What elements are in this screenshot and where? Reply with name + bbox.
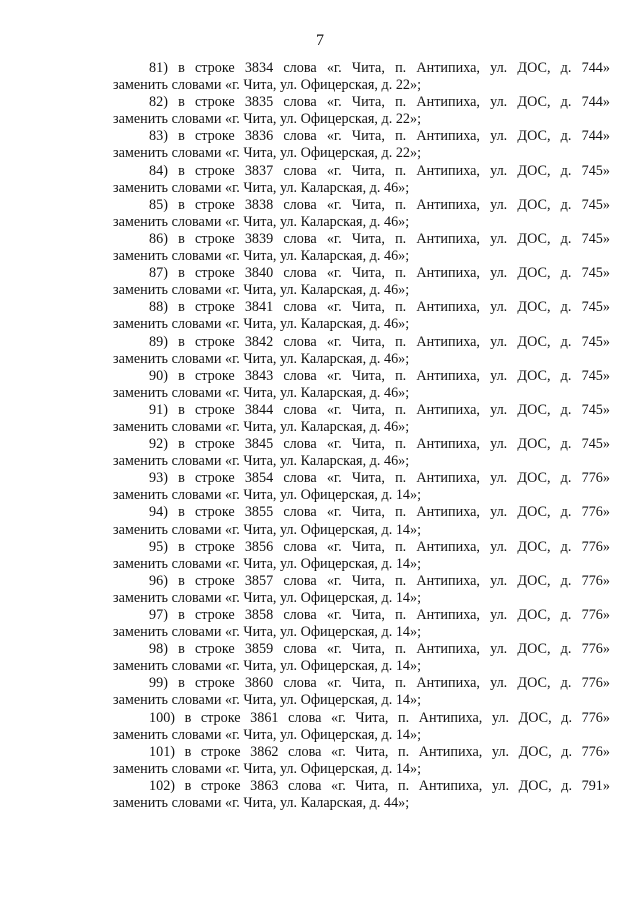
list-item-line-2: заменить словами «г. Чита, ул. Офицерская, д. 22»; (113, 145, 422, 162)
list-item (113, 299, 610, 333)
list-item-line-1: 81) в строке 3834 слова «г. Чита, п. Антипиха, ул. ДОС, д. 744» (149, 60, 610, 76)
list-item-line-1: 92) в строке 3845 слова «г. Чита, п. Антипиха, ул. ДОС, д. 745» (149, 436, 610, 453)
list-item-line-2: заменить словами «г. Чита, ул. Офицерская, д. 22»; (113, 77, 422, 94)
list-item-line-1: 100) в строке 3861 слова «г. Чита, п. Антипиха, ул. ДОС, д. 776» (149, 709, 610, 726)
list-item-line-1: 93) в строке 3854 слова «г. Чита, п. Антипиха, ул. ДОС, д. 776» (149, 470, 610, 487)
list-item-line-2: заменить словами «г. Чита, ул. Офицерская, д. 14»; (113, 555, 422, 572)
list-item-line-1: 96) в строке 3857 слова «г. Чита, п. Антипиха, ул. ДОС, д. 776» (149, 572, 610, 589)
list-item-line-1: 84) в строке 3837 слова «г. Чита, п. Антипиха, ул. ДОС, д. 745» (149, 162, 610, 179)
list-item-line-1: 83) в строке 3836 слова «г. Чита, п. Антипиха, ул. ДОС, д. 744» (149, 128, 610, 145)
list-item (113, 334, 610, 368)
list-item-line-2: заменить словами «г. Чита, ул. Каларская, д. 46»; (113, 350, 410, 367)
list-item-line-2: заменить словами «г. Чита, ул. Офицерская, д. 22»; (113, 111, 422, 128)
list-item-line-1: 95) в строке 3856 слова «г. Чита, п. Антипиха, ул. ДОС, д. 776» (149, 538, 610, 555)
list-item-line-1: 94) в строке 3855 слова «г. Чита, п. Антипиха, ул. ДОС, д. 776» (149, 504, 610, 521)
page-number: 7 (316, 32, 324, 49)
list-item (113, 778, 610, 812)
list-item-line-1: 88) в строке 3841 слова «г. Чита, п. Антипиха, ул. ДОС, д. 745» (149, 299, 610, 316)
amendment-list (113, 60, 610, 812)
list-item-line-2: заменить словами «г. Чита, ул. Каларская, д. 46»; (113, 179, 410, 196)
list-item-line-2: заменить словами «г. Чита, ул. Офицерская, д. 14»; (113, 760, 422, 777)
list-item-line-1: 87) в строке 3840 слова «г. Чита, п. Антипиха, ул. ДОС, д. 745» (149, 265, 610, 282)
list-item (113, 265, 610, 299)
list-item (113, 539, 610, 573)
list-item-line-1: 86) в строке 3839 слова «г. Чита, п. Антипиха, ул. ДОС, д. 745» (149, 230, 610, 247)
list-item-line-2: заменить словами «г. Чита, ул. Офицерская, д. 14»; (113, 487, 422, 504)
list-item-line-1: 102) в строке 3863 слова «г. Чита, п. Антипиха, ул. ДОС, д. 791» (149, 777, 610, 794)
list-item-line-1: 97) в строке 3858 слова «г. Чита, п. Антипиха, ул. ДОС, д. 776» (149, 607, 610, 623)
list-item-line-2: заменить словами «г. Чита, ул. Каларская, д. 46»; (113, 453, 410, 470)
list-item (113, 607, 610, 641)
list-item-line-1: 99) в строке 3860 слова «г. Чита, п. Антипиха, ул. ДОС, д. 776» (149, 675, 610, 692)
list-item (113, 744, 610, 778)
list-item-line-1: 82) в строке 3835 слова «г. Чита, п. Антипиха, ул. ДОС, д. 744» (149, 94, 610, 111)
list-item-line-1: 91) в строке 3844 слова «г. Чита, п. Антипиха, ул. ДОС, д. 745» (149, 401, 610, 418)
list-item-line-2: заменить словами «г. Чита, ул. Офицерская, д. 14»; (113, 624, 422, 641)
list-item-line-1: 98) в строке 3859 слова «г. Чита, п. Антипиха, ул. ДОС, д. 776» (149, 641, 610, 658)
list-item (113, 163, 610, 197)
list-item-line-1: 89) в строке 3842 слова «г. Чита, п. Антипиха, ул. ДОС, д. 745» (149, 333, 610, 350)
list-item-line-2: заменить словами «г. Чита, ул. Офицерская, д. 14»; (113, 726, 422, 743)
list-item (113, 710, 610, 744)
list-item-line-2: заменить словами «г. Чита, ул. Каларская, д. 46»; (113, 418, 410, 435)
list-item-line-2: заменить словами «г. Чита, ул. Каларская, д. 46»; (113, 384, 410, 401)
list-item-line-2: заменить словами «г. Чита, ул. Офицерская, д. 14»; (113, 521, 422, 538)
list-item (113, 60, 610, 94)
list-item (113, 504, 610, 538)
list-item (113, 231, 610, 265)
list-item-line-2: заменить словами «г. Чита, ул. Офицерская, д. 14»; (113, 658, 422, 675)
list-item (113, 197, 610, 231)
list-item-line-2: заменить словами «г. Чита, ул. Каларская, д. 46»; (113, 213, 410, 230)
list-item-line-2: заменить словами «г. Чита, ул. Офицерская, д. 14»; (113, 692, 422, 709)
list-item (113, 436, 610, 470)
list-item-line-1: 85) в строке 3838 слова «г. Чита, п. Антипиха, ул. ДОС, д. 745» (149, 196, 610, 213)
list-item (113, 573, 610, 607)
list-item-line-2: заменить словами «г. Чита, ул. Каларская, д. 44»; (113, 795, 410, 812)
list-item (113, 675, 610, 709)
list-item-line-1: 90) в строке 3843 слова «г. Чита, п. Антипиха, ул. ДОС, д. 745» (149, 367, 610, 384)
list-item (113, 470, 610, 504)
list-item (113, 94, 610, 128)
list-item-line-1: 101) в строке 3862 слова «г. Чита, п. Антипиха, ул. ДОС, д. 776» (149, 743, 610, 760)
list-item-line-2: заменить словами «г. Чита, ул. Офицерская, д. 14»; (113, 589, 422, 606)
list-item-line-2: заменить словами «г. Чита, ул. Каларская, д. 46»; (113, 248, 410, 265)
list-item (113, 128, 610, 162)
list-item (113, 402, 610, 436)
list-item-line-2: заменить словами «г. Чита, ул. Каларская, д. 46»; (113, 316, 410, 333)
list-item (113, 368, 610, 402)
list-item-line-2: заменить словами «г. Чита, ул. Каларская, д. 46»; (113, 282, 410, 299)
list-item (113, 641, 610, 675)
